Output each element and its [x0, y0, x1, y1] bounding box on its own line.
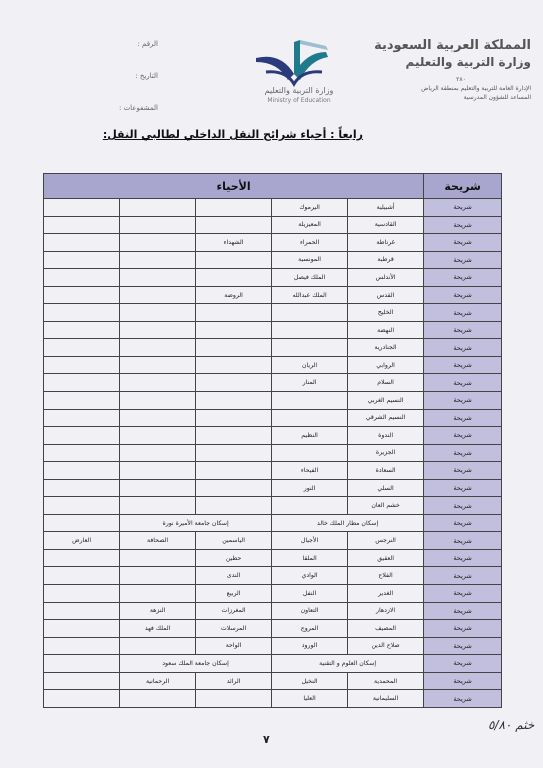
district-cell: السعادة [348, 462, 424, 480]
table-row [44, 549, 502, 567]
segment-cell: شريحة [424, 620, 502, 638]
district-cell [44, 655, 120, 673]
district-cell: الجنادرية [348, 339, 424, 357]
district-cell [44, 462, 120, 480]
district-cell: الندى [196, 567, 272, 585]
district-cell [44, 286, 120, 304]
segment-cell: شريحة [424, 549, 502, 567]
district-cell: التعاون [272, 602, 348, 620]
district-cell: المصيف [348, 620, 424, 638]
district-cell [44, 199, 120, 217]
district-cell: الفيحاء [272, 462, 348, 480]
table-row [44, 269, 502, 287]
district-cell: الندوة [348, 427, 424, 445]
segment-cell: شريحة [424, 690, 502, 708]
district-cell [44, 602, 120, 620]
district-cell: الربيع [196, 585, 272, 603]
segment-cell: شريحة [424, 602, 502, 620]
ministry-name: وزارة التربية والتعليم [405, 55, 531, 69]
segment-cell: شريحة [424, 514, 502, 532]
district-cell [196, 462, 272, 480]
district-cell: النظيم [272, 427, 348, 445]
district-cell: القادسية [348, 216, 424, 234]
district-cell: الروضة [196, 286, 272, 304]
district-cell: السلي [348, 479, 424, 497]
segment-cell: شريحة [424, 269, 502, 287]
district-cell [196, 497, 272, 515]
segment-cell: شريحة [424, 585, 502, 603]
table-row [44, 286, 502, 304]
district-cell [196, 304, 272, 322]
assistant-dept: المساعد للشؤون المدرسية [463, 94, 531, 101]
segment-cell: شريحة [424, 479, 502, 497]
section-title: رابعاً : أحياء شرائح النقل الداخلي لطالبي النقل: [102, 128, 363, 141]
district-cell [44, 690, 120, 708]
district-cell [120, 321, 196, 339]
district-cell [196, 392, 272, 410]
segment-cell: شريحة [424, 497, 502, 515]
ref-label: الرقم : [137, 40, 158, 48]
district-cell: غرناطة [348, 234, 424, 252]
district-cell [120, 444, 196, 462]
district-cell [44, 549, 120, 567]
district-cell: النسيم الغربي [348, 392, 424, 410]
attachments-label: المشفوعات : [118, 104, 158, 112]
segment-cell: شريحة [424, 321, 502, 339]
district-cell: المنار [272, 374, 348, 392]
district-cell: الجزيرة [348, 444, 424, 462]
district-cell: النزهة [120, 602, 196, 620]
table-row [44, 462, 502, 480]
district-cell [120, 427, 196, 445]
district-cell: الريان [272, 356, 348, 374]
district-cell [120, 304, 196, 322]
district-cell: المعيزيلة [272, 216, 348, 234]
table-row [44, 356, 502, 374]
district-cell: الملقا [272, 549, 348, 567]
district-cell [120, 637, 196, 655]
district-cell [44, 497, 120, 515]
table-row [44, 234, 502, 252]
district-cell [44, 234, 120, 252]
district-cell: المحمدية [348, 672, 424, 690]
district-cell: العقيق [348, 549, 424, 567]
district-cell: أشبيلية [348, 199, 424, 217]
district-cell [120, 409, 196, 427]
segment-cell: شريحة [424, 234, 502, 252]
district-cell: السليمانية [348, 690, 424, 708]
district-cell: الصحافة [120, 532, 196, 550]
segment-cell: شريحة [424, 304, 502, 322]
district-cell: الخليج [348, 304, 424, 322]
header-number: ٢٨٠ [456, 76, 466, 83]
letterhead-right [351, 38, 531, 102]
table-row [44, 532, 502, 550]
district-cell: الأجيال [272, 532, 348, 550]
segment-cell: شريحة [424, 339, 502, 357]
district-cell [44, 269, 120, 287]
district-cell: العليا [272, 690, 348, 708]
ministry-logo [236, 30, 346, 110]
segment-cell: شريحة [424, 427, 502, 445]
district-cell [120, 497, 196, 515]
district-cell: الرائد [196, 672, 272, 690]
district-cell: الملك عبدالله [272, 286, 348, 304]
district-cell [44, 427, 120, 445]
segment-cell: شريحة [424, 655, 502, 673]
logo-arabic-text: وزارة التربية والتعليم [264, 86, 334, 95]
district-cell [44, 216, 120, 234]
district-cell: الوادي [272, 567, 348, 585]
district-cell: النرجس [348, 532, 424, 550]
segment-cell: شريحة [424, 356, 502, 374]
district-cell: الغدير [348, 585, 424, 603]
district-cell [120, 286, 196, 304]
table-row [44, 585, 502, 603]
district-cell: المروج [272, 620, 348, 638]
district-cell: الورود [272, 637, 348, 655]
table-row [44, 427, 502, 445]
segment-cell: شريحة [424, 462, 502, 480]
table-row [44, 690, 502, 708]
district-cell [44, 304, 120, 322]
district-cell: الروابي [348, 356, 424, 374]
district-cell: النخيل [272, 672, 348, 690]
district-cell [196, 479, 272, 497]
district-cell [196, 339, 272, 357]
district-cell: الياسمين [196, 532, 272, 550]
table-row [44, 392, 502, 410]
segment-cell: شريحة [424, 374, 502, 392]
district-cell [196, 321, 272, 339]
districts-header: الأحياء [44, 174, 424, 199]
district-cell [196, 374, 272, 392]
district-cell: الشهداء [196, 234, 272, 252]
district-cell [120, 216, 196, 234]
district-cell [120, 199, 196, 217]
department-name: الإدارة العامة للتربية والتعليم بمنطقة الرياض [421, 85, 531, 92]
table-row [44, 497, 502, 515]
district-cell [44, 321, 120, 339]
district-cell [196, 269, 272, 287]
district-cell [272, 409, 348, 427]
district-cell [196, 444, 272, 462]
district-cell [196, 409, 272, 427]
districts-table-body [44, 199, 502, 708]
district-cell [120, 269, 196, 287]
district-cell [120, 374, 196, 392]
district-cell [120, 234, 196, 252]
segment-cell: شريحة [424, 216, 502, 234]
district-cell [44, 444, 120, 462]
district-cell [196, 216, 272, 234]
district-cell: السلام [348, 374, 424, 392]
district-cell [120, 462, 196, 480]
district-cell [272, 392, 348, 410]
district-cell: العارض [44, 532, 120, 550]
district-cell-wide: إسكان جامعة الأميرة نورة [120, 514, 272, 532]
district-cell: النفل [272, 585, 348, 603]
segment-cell: شريحة [424, 444, 502, 462]
district-cell [120, 567, 196, 585]
district-cell [44, 479, 120, 497]
table-row [44, 199, 502, 217]
table-row [44, 374, 502, 392]
table-row [44, 339, 502, 357]
district-cell [44, 339, 120, 357]
district-cell [44, 585, 120, 603]
district-cell: قرطبة [348, 251, 424, 269]
district-cell [272, 304, 348, 322]
district-cell [120, 479, 196, 497]
district-cell [44, 620, 120, 638]
districts-table [43, 173, 502, 708]
table-row [44, 672, 502, 690]
district-cell [196, 690, 272, 708]
segment-cell: شريحة [424, 286, 502, 304]
table-row [44, 216, 502, 234]
district-cell [272, 497, 348, 515]
table-row [44, 251, 502, 269]
page-number: ٧ [263, 733, 270, 746]
district-cell [272, 321, 348, 339]
table-row [44, 444, 502, 462]
district-cell [44, 567, 120, 585]
district-cell [44, 409, 120, 427]
district-cell: الواحة [196, 637, 272, 655]
logo-english-text: Ministry of Education [267, 97, 331, 104]
district-cell [44, 356, 120, 374]
district-cell [44, 251, 120, 269]
segment-cell: شريحة [424, 392, 502, 410]
district-cell: النسيم الشرقي [348, 409, 424, 427]
table-row [44, 514, 502, 532]
district-cell: اليرموك [272, 199, 348, 217]
district-cell [196, 251, 272, 269]
segment-cell: شريحة [424, 251, 502, 269]
date-label: التاريخ : [135, 72, 158, 80]
table-row [44, 655, 502, 673]
table-row [44, 304, 502, 322]
district-cell [120, 392, 196, 410]
district-cell: النور [272, 479, 348, 497]
district-cell [44, 672, 120, 690]
district-cell: الملك فهد [120, 620, 196, 638]
district-cell: الفلاح [348, 567, 424, 585]
district-cell [120, 356, 196, 374]
district-cell: المغرزات [196, 602, 272, 620]
ministry-logo-icon [236, 30, 346, 88]
segment-cell: شريحة [424, 199, 502, 217]
district-cell: القدس [348, 286, 424, 304]
segment-cell: شريحة [424, 409, 502, 427]
table-row [44, 637, 502, 655]
segment-cell: شريحة [424, 532, 502, 550]
segment-cell: شريحة [424, 567, 502, 585]
district-cell [44, 637, 120, 655]
table-row [44, 620, 502, 638]
district-cell [120, 690, 196, 708]
district-cell [272, 339, 348, 357]
letterhead-left [78, 40, 158, 136]
district-cell [120, 251, 196, 269]
kingdom-name: المملكة العربية السعودية [374, 38, 531, 53]
district-cell-wide: إسكان مطار الملك خالد [272, 514, 424, 532]
district-cell: الملك فيصل [272, 269, 348, 287]
district-cell: حطين [196, 549, 272, 567]
segment-cell: شريحة [424, 637, 502, 655]
district-cell: المرسلات [196, 620, 272, 638]
district-cell: صلاح الدين [348, 637, 424, 655]
segment-header: شريحة [424, 174, 502, 199]
district-cell [272, 444, 348, 462]
table-row [44, 409, 502, 427]
district-cell: الرحمانية [120, 672, 196, 690]
table-row [44, 602, 502, 620]
district-cell [44, 374, 120, 392]
handwritten-stamp: خثم ٥/٨٠ [488, 718, 535, 732]
table-row [44, 321, 502, 339]
district-cell: النهضة [348, 321, 424, 339]
district-cell: المونسية [272, 251, 348, 269]
district-cell: خشم العان [348, 497, 424, 515]
district-cell-wide: إسكان جامعة الملك سعود [120, 655, 272, 673]
district-cell [120, 339, 196, 357]
table-row [44, 479, 502, 497]
district-cell [44, 514, 120, 532]
district-cell-wide: إسكان العلوم و التقنية [272, 655, 424, 673]
table-row [44, 567, 502, 585]
district-cell [196, 427, 272, 445]
district-cell: الأندلس [348, 269, 424, 287]
district-cell: الحمراء [272, 234, 348, 252]
district-cell [196, 199, 272, 217]
district-cell: الازدهار [348, 602, 424, 620]
segment-cell: شريحة [424, 672, 502, 690]
district-cell [120, 549, 196, 567]
district-cell [196, 356, 272, 374]
district-cell [44, 392, 120, 410]
district-cell [120, 585, 196, 603]
